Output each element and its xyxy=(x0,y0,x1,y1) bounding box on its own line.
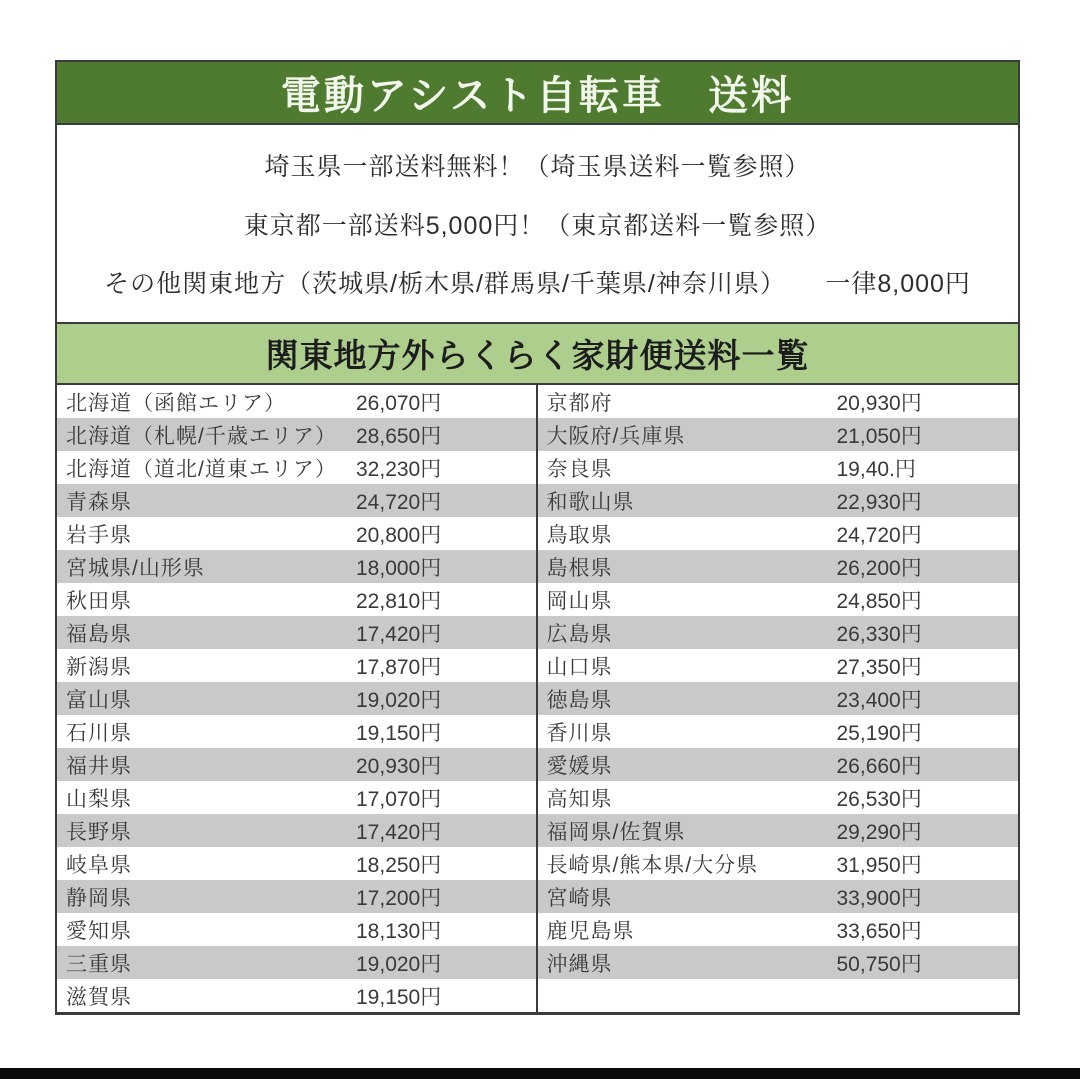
table-row xyxy=(538,880,1019,913)
region-cell: 山口県 xyxy=(546,655,613,679)
region-cell: 宮城県/山形県 xyxy=(66,556,205,580)
price-cell: 17,200円 xyxy=(356,886,442,910)
region-cell: 島根県 xyxy=(546,556,613,580)
region-cell: 宮崎県 xyxy=(546,886,613,910)
price-cell: 19,40.円 xyxy=(836,457,916,481)
table-row xyxy=(538,814,1019,847)
region-cell: 石川県 xyxy=(66,721,132,745)
region-cell: 鳥取県 xyxy=(546,523,613,547)
shipping-notes xyxy=(57,125,1018,322)
table-row xyxy=(538,715,1019,748)
region-cell: 高知県 xyxy=(546,787,613,811)
region-cell: 香川県 xyxy=(546,721,613,745)
table-row xyxy=(57,616,536,649)
price-cell: 24,720円 xyxy=(356,490,442,514)
region-cell: 愛媛県 xyxy=(546,754,613,778)
table-row xyxy=(57,451,536,484)
price-cell: 24,850円 xyxy=(836,589,922,613)
region-cell: 広島県 xyxy=(546,622,613,646)
price-cell: 28,650円 xyxy=(356,424,442,448)
region-cell: 新潟県 xyxy=(66,655,132,679)
price-cell: 24,720円 xyxy=(836,523,922,547)
price-cell: 17,420円 xyxy=(356,820,442,844)
table-row xyxy=(57,946,536,979)
table-row xyxy=(57,979,536,1012)
table-row xyxy=(57,847,536,880)
price-cell: 17,870円 xyxy=(356,655,442,679)
table-row xyxy=(538,484,1019,517)
price-cell: 26,530円 xyxy=(836,787,922,811)
price-cell: 26,070円 xyxy=(356,391,442,415)
table-row xyxy=(57,385,536,418)
table-row xyxy=(538,682,1019,715)
region-cell: 北海道（札幌/千歳エリア） xyxy=(66,424,337,448)
region-cell: 沖縄県 xyxy=(546,952,613,976)
table-row xyxy=(538,781,1019,814)
region-cell: 奈良県 xyxy=(546,457,613,481)
price-cell: 19,020円 xyxy=(356,952,442,976)
price-cell: 22,930円 xyxy=(836,490,922,514)
table-row xyxy=(538,979,1019,1012)
region-cell: 静岡県 xyxy=(66,886,132,910)
table-row xyxy=(57,715,536,748)
table-row xyxy=(538,748,1019,781)
price-cell: 21,050円 xyxy=(836,424,922,448)
price-cell: 26,660円 xyxy=(836,754,922,778)
region-cell: 三重県 xyxy=(66,952,132,976)
region-cell: 岩手県 xyxy=(66,523,132,547)
table-row xyxy=(538,847,1019,880)
price-cell: 18,130円 xyxy=(356,919,442,943)
page-title: 電動アシスト自転車 送料 xyxy=(57,62,1018,125)
note-saitama: 埼玉県一部送料無料！（埼玉県送料一覧参照） xyxy=(264,153,811,182)
price-cell: 29,290円 xyxy=(836,820,922,844)
price-cell: 20,800円 xyxy=(356,523,442,547)
region-cell: 大阪府/兵庫県 xyxy=(546,424,686,448)
region-cell: 富山県 xyxy=(66,688,132,712)
region-cell: 北海道（函館エリア） xyxy=(66,391,286,415)
table-row xyxy=(538,385,1019,418)
table-row xyxy=(57,880,536,913)
region-cell: 和歌山県 xyxy=(546,490,635,514)
price-cell: 33,650円 xyxy=(836,919,922,943)
table-row xyxy=(538,583,1019,616)
price-cell: 19,150円 xyxy=(356,721,442,745)
price-cell: 25,190円 xyxy=(836,721,922,745)
price-cell: 18,000円 xyxy=(356,556,442,580)
region-cell: 鹿児島県 xyxy=(546,919,635,943)
region-cell: 青森県 xyxy=(66,490,132,514)
table-row xyxy=(57,781,536,814)
price-cell: 17,070円 xyxy=(356,787,442,811)
price-cell: 17,420円 xyxy=(356,622,442,646)
region-cell: 岐阜県 xyxy=(66,853,132,877)
bottom-black-bar xyxy=(0,1068,1080,1079)
region-cell: 長崎県/熊本県/大分県 xyxy=(546,853,759,877)
table-row xyxy=(57,913,536,946)
region-cell: 福井県 xyxy=(66,754,132,778)
shipping-info-sheet xyxy=(55,60,1020,1015)
region-cell: 秋田県 xyxy=(66,589,132,613)
table-row xyxy=(538,418,1019,451)
fee-table-right-column xyxy=(538,385,1019,1012)
table-row xyxy=(57,583,536,616)
region-cell: 愛知県 xyxy=(66,919,132,943)
region-cell: 滋賀県 xyxy=(66,985,132,1009)
price-cell: 23,400円 xyxy=(836,688,922,712)
note-other-kanto: その他関東地方（茨城県/栃木県/群馬県/千葉県/神奈川県） 一律8,000円 xyxy=(104,269,971,298)
table-row xyxy=(57,682,536,715)
price-cell: 31,950円 xyxy=(836,853,922,877)
table-row xyxy=(538,616,1019,649)
price-cell: 26,330円 xyxy=(836,622,922,646)
region-cell: 北海道（道北/道東エリア） xyxy=(66,457,337,481)
price-cell: 33,900円 xyxy=(836,886,922,910)
table-row xyxy=(57,418,536,451)
price-cell: 22,810円 xyxy=(356,589,442,613)
table-row xyxy=(538,649,1019,682)
table-row xyxy=(538,517,1019,550)
table-row xyxy=(538,451,1019,484)
region-cell: 福島県 xyxy=(66,622,132,646)
table-section-title: 関東地方外らくらく家財便送料一覧 xyxy=(57,322,1018,385)
price-cell: 18,250円 xyxy=(356,853,442,877)
price-cell: 20,930円 xyxy=(356,754,442,778)
price-cell: 27,350円 xyxy=(836,655,922,679)
region-cell: 徳島県 xyxy=(546,688,613,712)
table-row xyxy=(57,748,536,781)
shipping-fee-table xyxy=(57,385,1018,1012)
price-cell: 20,930円 xyxy=(836,391,922,415)
region-cell: 長野県 xyxy=(66,820,132,844)
region-cell: 福岡県/佐賀県 xyxy=(546,820,686,844)
price-cell: 19,020円 xyxy=(356,688,442,712)
region-cell: 岡山県 xyxy=(546,589,613,613)
region-cell: 山梨県 xyxy=(66,787,132,811)
price-cell: 32,230円 xyxy=(356,457,442,481)
table-row xyxy=(57,517,536,550)
table-row xyxy=(538,913,1019,946)
table-row xyxy=(57,814,536,847)
region-cell: 京都府 xyxy=(546,391,613,415)
table-row xyxy=(57,649,536,682)
table-row xyxy=(57,484,536,517)
table-row xyxy=(538,946,1019,979)
fee-table-left-column xyxy=(57,385,538,1012)
price-cell: 50,750円 xyxy=(836,952,922,976)
table-row xyxy=(538,550,1019,583)
note-tokyo: 東京都一部送料5,000円！（東京都送料一覧参照） xyxy=(243,211,832,240)
price-cell: 26,200円 xyxy=(836,556,922,580)
price-cell: 19,150円 xyxy=(356,985,442,1009)
table-row xyxy=(57,550,536,583)
